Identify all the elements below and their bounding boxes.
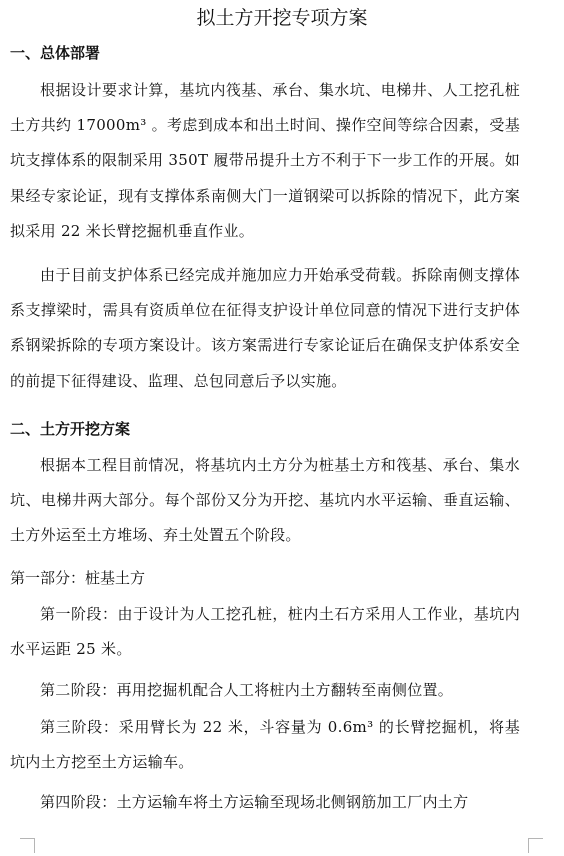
paragraph-stage-1: 第一阶段：由于设计为人工挖孔桩，桩内土石方采用人工作业，基坑内水平运距 25 米。: [10, 605, 520, 659]
document-title: 拟土方开挖专项方案: [196, 7, 368, 29]
page-corner-mark-left: [20, 838, 35, 853]
paragraph-support-system: 由于目前支护体系已经完成并施加应力开始承受荷载。拆除南侧支撑体系支撑梁时，需具有资质单位在征得支护设计单位同意的情况下进行支护体系钢梁拆除的专项方案设计。该方案需进行专家论证后在确保支护体系安全的前提下征得建设、监理、总包同意后予以实施。: [10, 266, 520, 390]
paragraph-stage-4: 第四阶段：土方运输车将土方运输至现场北侧钢筋加工厂内土方: [40, 793, 469, 811]
paragraph-stage-3: 第三阶段：采用臂长为 22 米，斗容量为 0.6m³ 的长臂挖掘机，将基坑内土方挖至土方运输车。: [10, 718, 520, 772]
paragraph-stage-2: 第二阶段：再用挖掘机配合人工将桩内土方翻转至南侧位置。: [40, 681, 454, 699]
section-heading-excavation-plan: 二、土方开挖方案: [10, 420, 131, 438]
paragraph-current-situation: 根据本工程目前情况，将基坑内土方分为桩基土方和筏基、承台、集水坑、电梯井两大部分。每个部份又分为开挖、基坑内水平运输、垂直运输、土方外运至土方堆场、弃土处置五个阶段。: [10, 456, 520, 545]
paragraph-calculation: 根据设计要求计算，基坑内筏基、承台、集水坑、电梯井、人工挖孔桩土方共约 17000m³ 。考虑到成本和出土时间、操作空间等综合因素，受基坑支撑体系的限制采用 350T 履带吊提升土方不利于下一步工作的开展。如果经专家论证，现有支撑体系南侧大门一道钢梁可以拆除的情况下，此方案拟采用 22 米长臂挖掘机垂直作业。: [10, 81, 520, 240]
section-heading-overall-deployment: 一、总体部署: [10, 44, 101, 62]
part-heading-pile-earthwork: 第一部分：桩基土方: [10, 569, 146, 587]
page-corner-mark-right: [528, 838, 543, 853]
